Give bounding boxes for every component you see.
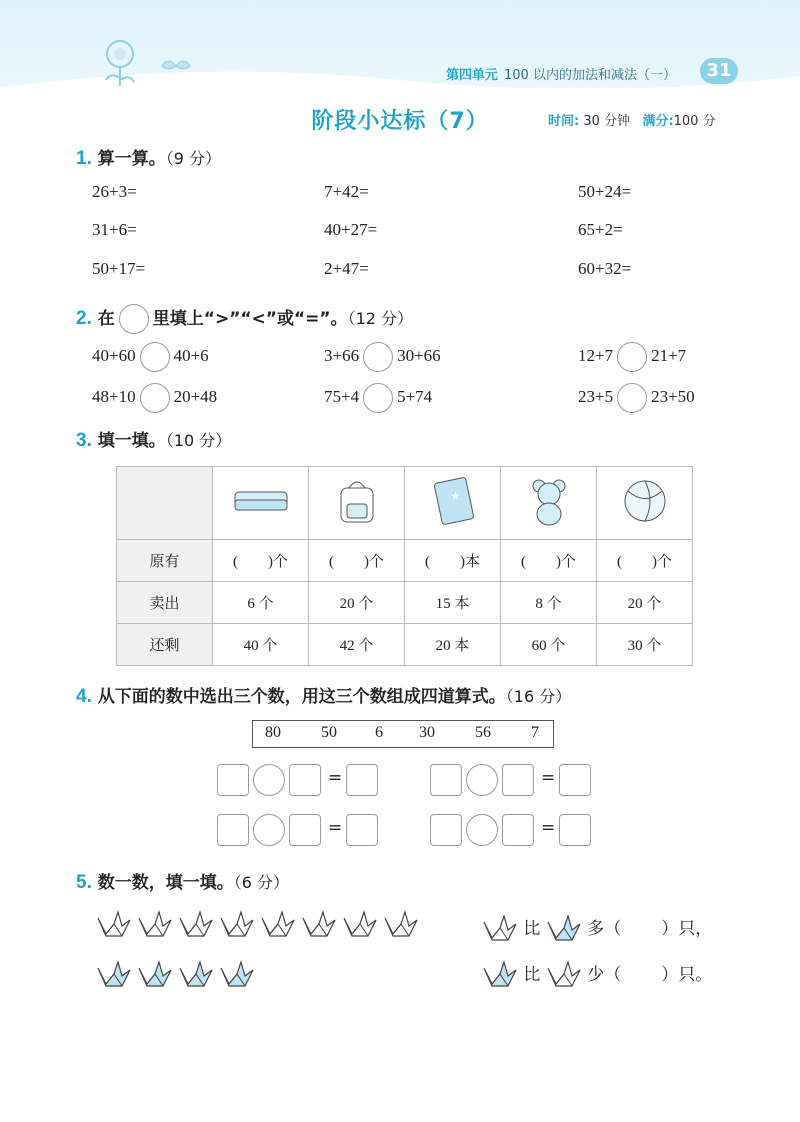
white-crane-icon [96,910,132,940]
white-crane-icon [482,914,518,944]
blue-crane-icon [137,960,173,990]
q5-sentence-1: 比 多（ ）只， [482,914,712,944]
answer-box[interactable] [217,764,249,796]
answer-box[interactable] [502,764,534,796]
white-crane-icon [301,910,337,940]
compare-circle[interactable] [140,383,170,413]
q2-heading: 2. 在 里填上“>”“<”或“=”。（12 分） [76,304,413,334]
page-number: 31 [700,58,738,84]
answer-box[interactable] [559,814,591,846]
table-corner [117,467,213,540]
answer-box[interactable] [217,814,249,846]
q1-expr: 26+3= [92,182,137,201]
blue-crane-icon [546,914,582,944]
backpack-icon [309,467,405,540]
compare-circle[interactable] [363,342,393,372]
unit-title: 第四单元 100 以内的加法和减法（一） [446,68,676,83]
notebook-icon [405,467,501,540]
answer-box[interactable] [289,814,321,846]
equals-sign: = [328,768,343,788]
q2-item: 12+7 21+7 [578,342,686,372]
white-crane-icon [260,910,296,940]
blue-crane-icon [482,960,518,990]
number: 50 [321,724,337,741]
white-crane-icon [546,960,582,990]
q3-table [116,466,693,666]
q5-sentence-2: 比 少（ ）只。 [482,960,712,990]
answer-circle [119,304,149,334]
blue-crane-icon [178,960,214,990]
row-label: 还剩 [117,624,213,666]
q1-expr: 31+6= [92,220,137,239]
q2-item: 3+66 30+66 [324,342,441,372]
q1-heading: 1. 算一算。（9 分） [76,148,222,169]
q1-expr: 2+47= [324,259,369,278]
original-cell[interactable]: ( )个 [501,540,597,582]
equals-sign: = [541,818,556,838]
operator-circle[interactable] [253,814,285,846]
white-crane-row [96,910,419,940]
ball-icon [597,467,693,540]
equals-sign: = [328,818,343,838]
sold-cell: 20 个 [597,582,693,624]
row-label: 卖出 [117,582,213,624]
q2-item: 75+4 5+74 [324,383,432,413]
left-cell: 60 个 [501,624,597,666]
operator-circle[interactable] [466,814,498,846]
sold-cell: 20 个 [309,582,405,624]
q1-expr: 60+32= [578,259,632,278]
flower-butterfly-icon [96,36,206,90]
q2-item: 40+60 40+6 [92,342,209,372]
answer-box[interactable] [430,764,462,796]
original-cell[interactable]: ( )个 [597,540,693,582]
q5-heading: 5. 数一数，填一填。（6 分） [76,872,290,893]
blue-crane-icon [219,960,255,990]
q1-expr: 50+17= [92,259,146,278]
white-crane-icon [342,910,378,940]
q1-expr: 40+27= [324,220,378,239]
sold-cell: 15 本 [405,582,501,624]
white-crane-icon [137,910,173,940]
compare-circle[interactable] [617,342,647,372]
answer-box[interactable] [430,814,462,846]
number: 80 [265,724,281,741]
blue-crane-row [96,960,255,990]
left-cell: 42 个 [309,624,405,666]
operator-circle[interactable] [253,764,285,796]
white-crane-icon [383,910,419,940]
left-cell: 40 个 [213,624,309,666]
blue-crane-icon [96,960,132,990]
row-label: 原有 [117,540,213,582]
answer-box[interactable] [502,814,534,846]
q2-item: 23+5 23+50 [578,383,695,413]
answer-box[interactable] [289,764,321,796]
number: 6 [375,724,383,741]
number-list-box [252,720,554,748]
answer-box[interactable] [346,814,378,846]
left-cell: 30 个 [597,624,693,666]
white-crane-icon [178,910,214,940]
answer-box[interactable] [559,764,591,796]
number: 30 [419,724,435,741]
number: 7 [531,724,539,741]
svg-text:★: ★ [449,489,461,503]
original-cell[interactable]: ( )本 [405,540,501,582]
q1-expr: 65+2= [578,220,623,239]
sold-cell: 6 个 [213,582,309,624]
number: 56 [475,724,491,741]
answer-box[interactable] [346,764,378,796]
q1-expr: 7+42= [324,182,369,201]
compare-circle[interactable] [363,383,393,413]
original-cell[interactable]: ( )个 [309,540,405,582]
equals-sign: = [541,768,556,788]
q3-heading: 3. 填一填。（10 分） [76,430,232,451]
operator-circle[interactable] [466,764,498,796]
white-crane-icon [219,910,255,940]
compare-circle[interactable] [140,342,170,372]
sold-cell: 8 个 [501,582,597,624]
original-cell[interactable]: ( )个 [213,540,309,582]
compare-circle[interactable] [617,383,647,413]
page-title: 阶段小达标（7） [311,109,489,134]
pencil-case-icon [213,467,309,540]
q2-item: 48+10 20+48 [92,383,217,413]
teddy-bear-icon [501,467,597,540]
q1-expr: 50+24= [578,182,632,201]
q4-heading: 4. 从下面的数中选出三个数，用这三个数组成四道算式。（16 分） [76,686,572,707]
time-info: 时间: 30 分钟 满分:100 分 [548,114,716,129]
left-cell: 20 本 [405,624,501,666]
